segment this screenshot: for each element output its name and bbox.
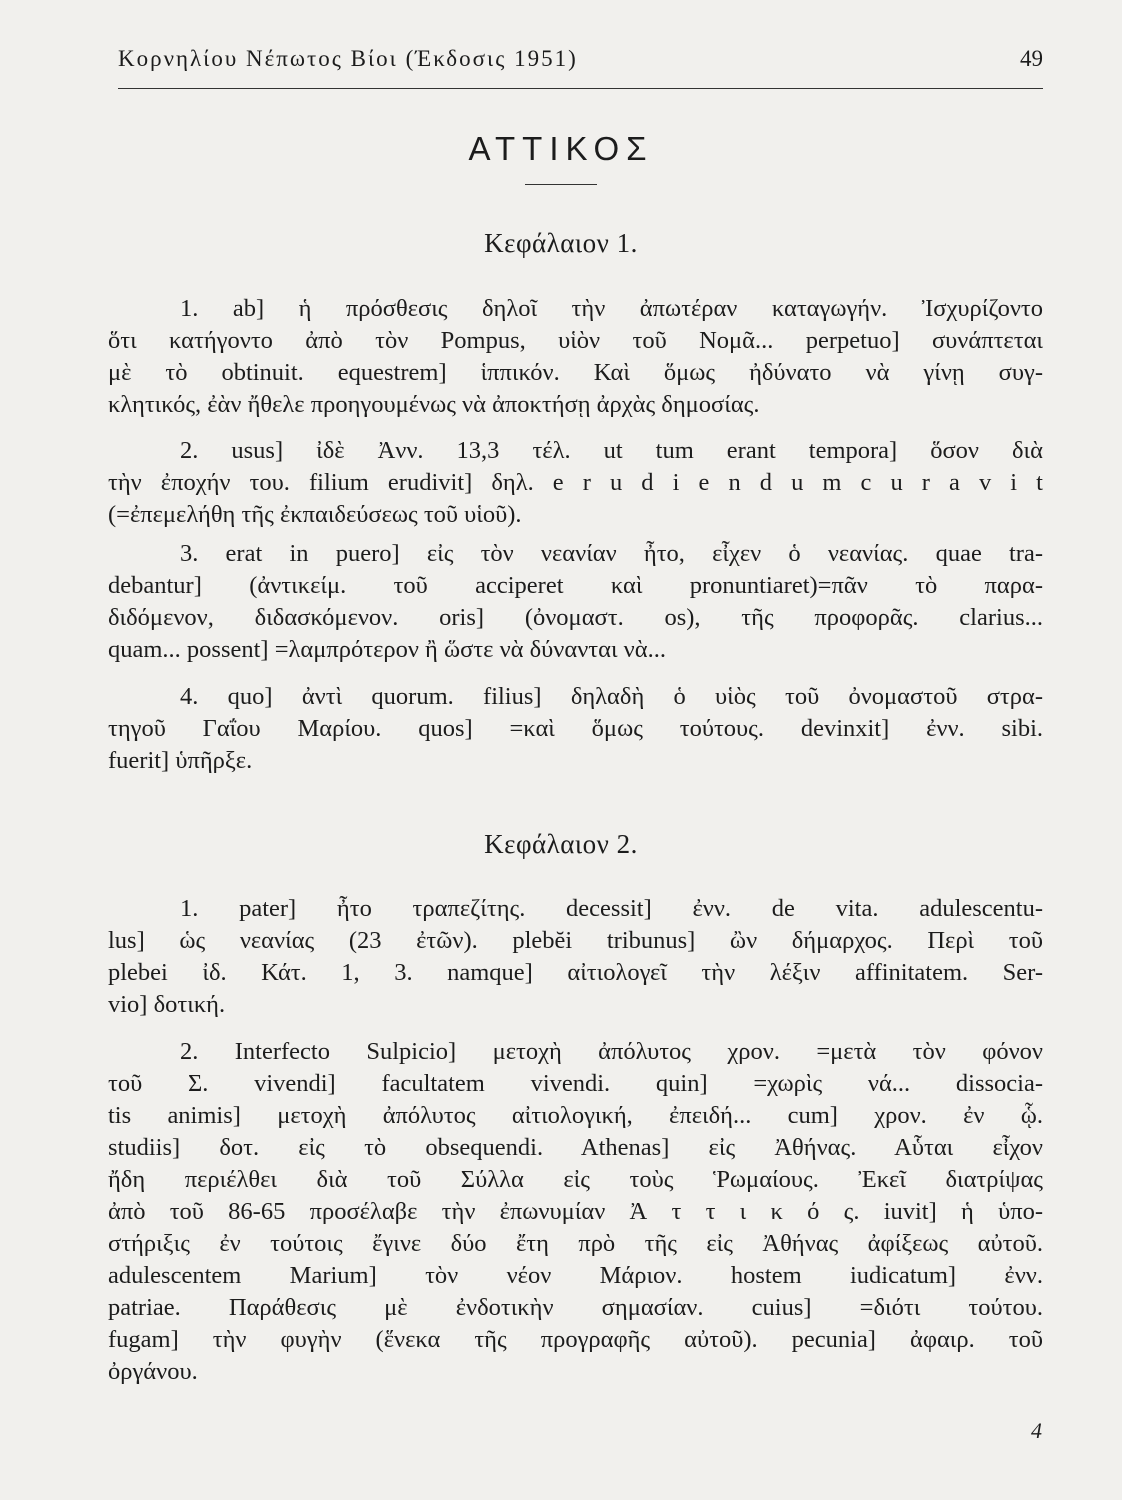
text-line: 1. ab] ἡ πρόσθεσις δηλοῖ τὴν ἀπωτέραν καταγωγήν. Ἰσχυρίζοντο (180, 295, 1043, 322)
text-line: κλητικός, ἐὰν ἤθελε προηγουμένως νὰ ἀποκτήσῃ ἀρχὰς δημοσίας. (108, 391, 760, 418)
signature-number: 4 (1031, 1418, 1042, 1443)
text-line: στήριξις ἐν τούτοις ἔγινε δύο ἔτη πρὸ τῆς εἰς Ἀθήνας ἀφίξεως αὐτοῦ. (108, 1230, 1043, 1257)
paragraph (108, 681, 1043, 777)
text-line: τηγοῦ Γαΐου Μαρίου. quos] =καὶ ὅμως τούτους. devinxit] ἐνν. sibi. (108, 715, 1043, 742)
page-header (118, 46, 1043, 86)
text-line: (=ἐπεμελήθη τῆς ἐκπαιδεύσεως τοῦ υἱοῦ). (108, 501, 522, 528)
chapter-heading: Κεφάλαιον 2. (484, 829, 638, 859)
text-line: 2. usus] ἰδὲ Ἀνν. 13,3 τέλ. ut tum erant tempora] ὅσον διὰ (180, 437, 1043, 464)
text-line: adulescentem Marium] τὸν νέον Μάριον. hostem iudicatum] ἐνν. (108, 1262, 1043, 1289)
text-line: 4. quo] ἀντὶ quorum. filius] δηλαδὴ ὁ υἱὸς τοῦ ὀνομαστοῦ στρα- (180, 683, 1043, 710)
paragraph (108, 893, 1043, 1021)
text-line: patriae. Παράθεσις μὲ ἐνδοτικὴν σημασίαν. cuius] =διότι τούτου. (108, 1294, 1043, 1321)
paragraph (108, 538, 1043, 666)
text-line: ἀπὸ τοῦ 86-65 προσέλαβε τὴν ἐπωνυμίαν Ἀ τ τ ι κ ό ς. iuvit] ἡ ὑπο- (108, 1198, 1043, 1225)
text-line: vio] δοτική. (108, 991, 226, 1018)
page-title: ΑΤΤΙΚΟΣ (468, 130, 654, 167)
running-title: Κορνηλίου Νέπωτος Βίοι (Έκδοσις 1951) (118, 46, 578, 71)
text-line: plebei ἰδ. Κάτ. 1, 3. namque] αἰτιολογεῖ τὴν λέξιν affinitatem. Ser- (108, 959, 1043, 986)
text-line: τὴν ἐποχήν του. filium erudivit] δηλ. e r u d i e n d u m c u r a v i t (108, 469, 1043, 496)
text-line: debantur] (ἀντικείμ. τοῦ acciperet καὶ pronuntiaret)=πᾶν τὸ παρα- (108, 572, 1043, 599)
text-line: 3. erat in puero] εἰς τὸν νεανίαν ἦτο, εἶχεν ὁ νεανίας. quae tra- (180, 540, 1043, 567)
paragraph (108, 1036, 1043, 1388)
text-line: quam... possent] =λαμπρότερον ἢ ὥστε νὰ δύνανται νὰ... (108, 636, 666, 663)
text-line: μὲ τὸ obtinuit. equestrem] ἱππικόν. Καὶ ὅμως ἠδύνατο νὰ γίνῃ συγ- (108, 359, 1043, 386)
header-rule (118, 88, 1043, 89)
text-line: 2. Interfecto Sulpicio] μετοχὴ ἀπόλυτος χρον. =μετὰ τὸν φόνον (180, 1038, 1043, 1065)
text-line: tis animis] μετοχὴ ἀπόλυτος αἰτιολογική, ἐπειδή... cum] χρον. ἐν ᾧ. (108, 1102, 1043, 1129)
text-line: διδόμενον, διδασκόμενον. oris] (ὀνομαστ. os), τῆς προφορᾶς. clarius... (108, 604, 1043, 631)
text-line: 1. pater] ἦτο τραπεζίτης. decessit] ἐνν. de vita. adulescentu- (180, 895, 1043, 922)
text-line: fugam] τὴν φυγὴν (ἕνεκα τῆς προγραφῆς αὐτοῦ). pecunia] ἀφαιρ. τοῦ (108, 1326, 1043, 1353)
text-line: lus] ὡς νεανίας (23 ἐτῶν). plebĕi tribunus] ὢν δήμαρχος. Περὶ τοῦ (108, 927, 1043, 954)
paragraph (108, 435, 1043, 531)
title-rule (525, 184, 597, 185)
text-line: ὀργάνου. (108, 1358, 198, 1385)
page-number: 49 (1020, 46, 1043, 71)
chapter-heading: Κεφάλαιον 1. (484, 228, 638, 258)
text-line: fuerit] ὑπῆρξε. (108, 747, 253, 774)
paragraph (108, 293, 1043, 421)
text-line: ἤδη περιέλθει διὰ τοῦ Σύλλα εἰς τοὺς Ῥωμαίους. Ἐκεῖ διατρίψας (108, 1166, 1043, 1193)
text-line: ὅτι κατήγοντο ἀπὸ τὸν Pompus, υἱὸν τοῦ Νομᾶ... perpetuo] συνάπτεται (108, 327, 1043, 354)
text-line: studiis] δοτ. εἰς τὸ obsequendi. Athenas] εἰς Ἀθήνας. Αὗται εἶχον (108, 1134, 1043, 1161)
text-line: τοῦ Σ. vivendi] facultatem vivendi. quin] =χωρὶς νά... dissocia- (108, 1070, 1043, 1097)
